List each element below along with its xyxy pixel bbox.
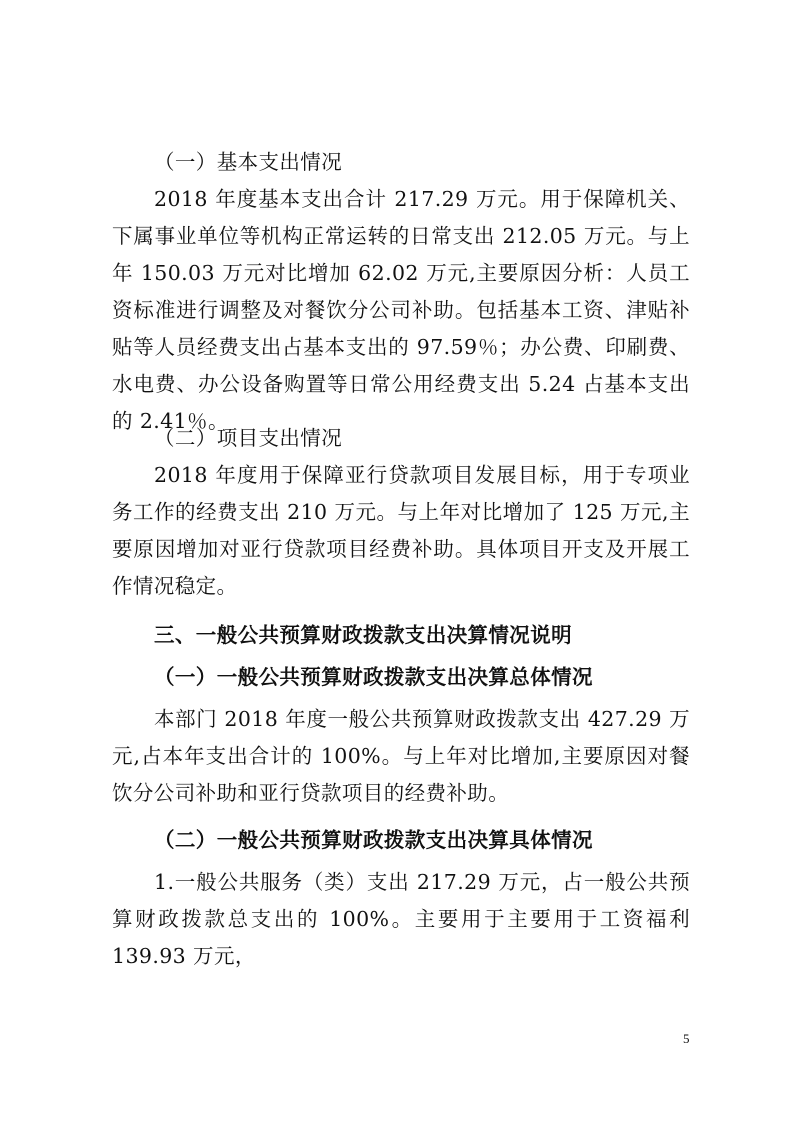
basic-expenditure-heading: （一）基本支出情况 (154, 150, 343, 174)
section-three-heading: 三、一般公共预算财政拨款支出决算情况说明 (154, 623, 572, 647)
page-number: 5 (683, 1031, 690, 1046)
specific-situation-paragraph: 1.一般公共服务（类）支出 217.29 万元，占一般公共预算财政拨款总支出的 100%。主要用于主要用于工资福利 139.93 万元， (112, 870, 690, 968)
overall-situation-paragraph: 本部门 2018 年度一般公共预算财政拨款支出 427.29 万元,占本年支出合计的 100%。与上年对比增加,主要原因对餐饮分公司补助和亚行贷款项目的经费补助。 (112, 707, 690, 805)
overall-situation-heading: （一）一般公共预算财政拨款支出决算总体情况 (154, 665, 593, 689)
project-expenditure-paragraph: 2018 年度用于保障亚行贷款项目发展目标，用于专项业务工作的经费支出 210 万元。与上年对比增加了 125 万元,主要原因增加对亚行贷款项目经费补助。具体项目开支及开展工作情况稳定。 (112, 463, 690, 598)
specific-situation-heading: （二）一般公共预算财政拨款支出决算具体情况 (154, 828, 593, 852)
project-expenditure-heading: （二）项目支出情况 (154, 426, 343, 450)
basic-expenditure-paragraph: 2018 年度基本支出合计 217.29 万元。用于保障机关、下属事业单位等机构正常运转的日常支出 212.05 万元。与上年 150.03 万元对比增加 62.02 万元,主要原因分析：人员工资标准进行调整及对餐饮分公司补助。包括基本工资、津贴补贴等人员经费支出占基本支出的 97.59％；办公费、印刷费、水电费、办公设备购置等日常公用经费支出 5.24 占基本支出的 2.41％。 (112, 187, 690, 433)
